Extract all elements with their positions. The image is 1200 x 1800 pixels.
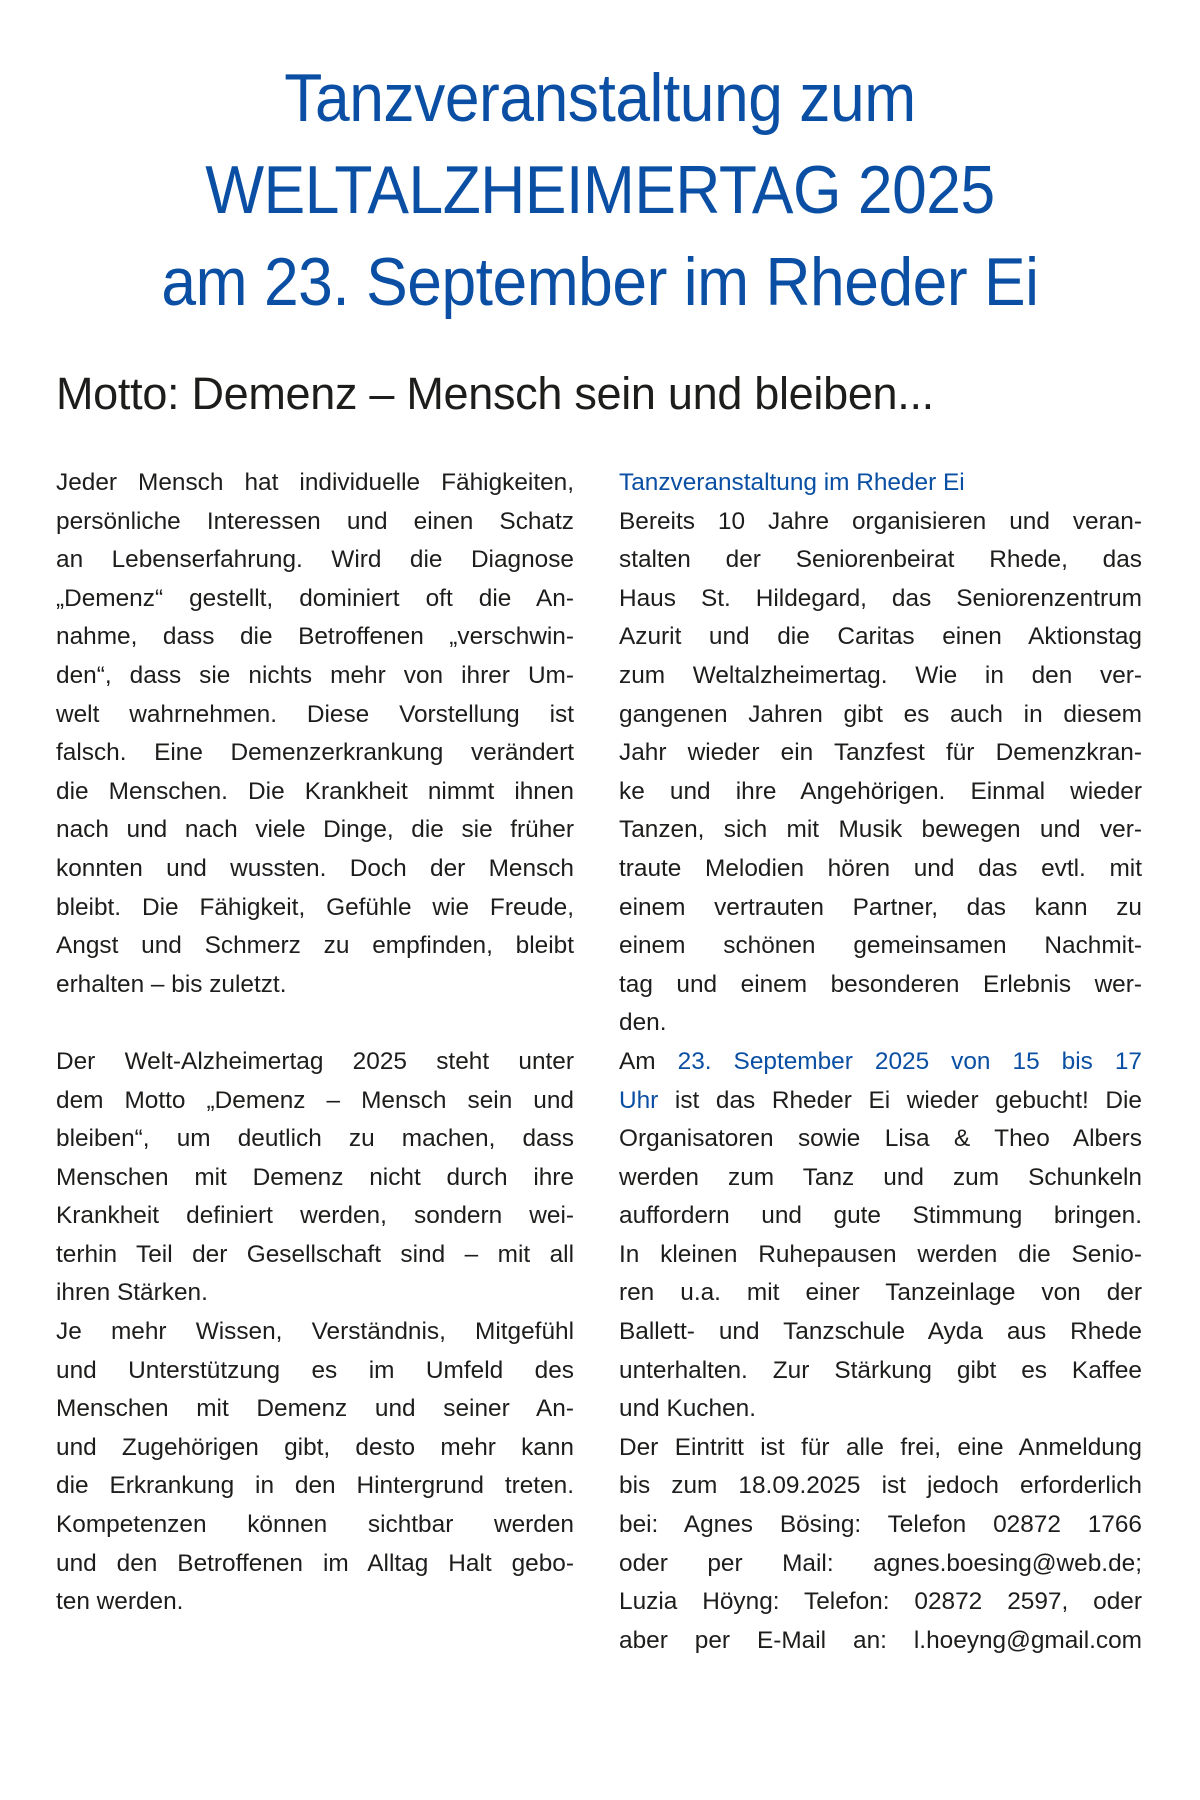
text-line: Angst und Schmerz zu empfinden, bleibt	[56, 932, 574, 960]
text-line: nahme, dass die Betroffenen „verschwin-	[56, 623, 574, 651]
text-line: Der Welt-Alzheimertag 2025 steht unter	[56, 1047, 574, 1075]
text-line	[619, 1043, 1142, 1082]
event-suffix: ist das Rheder Ei wieder gebucht! Die	[674, 1086, 1142, 1114]
text-line: den“, dass sie nichts mehr von ihrer Um-	[56, 661, 574, 689]
text-line: erhalten – bis zuletzt.	[56, 970, 287, 998]
text-line: nach und nach viele Dinge, die sie früher	[56, 816, 574, 844]
left-column	[56, 464, 574, 1622]
text-line: Ballett- und Tanzschule Ayda aus Rhede	[619, 1318, 1142, 1346]
text-line: stalten der Seniorenbeirat Rhede, das	[619, 546, 1142, 574]
text-line: Tanzen, sich mit Musik bewegen und ver-	[619, 816, 1142, 844]
right-paragraph-1	[619, 503, 1142, 1043]
contact-email-luzia: aber per E-Mail an: l.hoeyng@gmail.com	[619, 1626, 1142, 1654]
text-line: Luzia Höyng: Telefon: 02872 2597, oder	[619, 1588, 1142, 1616]
motto-subtitle: Motto: Demenz – Mensch sein und bleiben...	[56, 368, 934, 419]
title-line-2: WELTALZHEIMERTAG 2025	[205, 152, 995, 228]
text-line: bleiben“, um deutlich zu machen, dass	[56, 1125, 574, 1153]
text-line: „Demenz“ gestellt, dominiert oft die An-	[56, 584, 574, 612]
text-line: unterhalten. Zur Stärkung gibt es Kaffee	[619, 1356, 1142, 1384]
text-line: und Zugehörigen gibt, desto mehr kann	[56, 1433, 574, 1461]
text-line: ren u.a. mit einer Tanzeinlage von der	[619, 1279, 1142, 1307]
text-line: persönliche Interessen und einen Schatz	[56, 507, 574, 535]
text-line: falsch. Eine Demenzerkrankung verändert	[56, 739, 574, 767]
text-line: zum Weltalzheimertag. Wie in den ver-	[619, 661, 1142, 689]
title-line-1: Tanzveranstaltung zum	[284, 60, 916, 136]
text-line: konnten und wussten. Doch der Mensch	[56, 854, 574, 882]
paragraph-gap	[56, 1004, 574, 1043]
text-line: bei: Agnes Bösing: Telefon 02872 1766	[619, 1511, 1142, 1539]
page-title	[0, 52, 1200, 328]
text-line: Kompetenzen können sichtbar werden	[56, 1511, 574, 1539]
text-line: und Unterstützung es im Umfeld des	[56, 1356, 574, 1384]
text-line: bis zum 18.09.2025 ist jedoch erforderlich	[619, 1472, 1142, 1500]
text-line: bleibt. Die Fähigkeit, Gefühle wie Freude,	[56, 893, 574, 921]
text-line: auffordern und gute Stimmung bringen.	[619, 1202, 1142, 1230]
text-line: und den Betroffenen im Alltag Halt gebo-	[56, 1549, 574, 1577]
title-line-3: am 23. September im Rheder Ei	[161, 244, 1039, 320]
text-line: Haus St. Hildegard, das Seniorenzentrum	[619, 584, 1142, 612]
event-date-highlight: 23. September 2025 von 15 bis 17	[677, 1047, 1142, 1075]
text-line: Je mehr Wissen, Verständnis, Mitgefühl	[56, 1318, 574, 1346]
text-line: werden zum Tanz und zum Schunkeln	[619, 1163, 1142, 1191]
text-line	[619, 1082, 1142, 1121]
section-heading: Tanzveranstaltung im Rheder Ei	[619, 469, 965, 496]
contact-email-agnes: oder per Mail: agnes.boesing@web.de;	[619, 1549, 1142, 1577]
text-line: In kleinen Ruhepausen werden die Senio-	[619, 1240, 1142, 1268]
text-line: Bereits 10 Jahre organisieren und veran-	[619, 507, 1142, 535]
right-column	[619, 464, 1142, 1660]
text-line: Der Eintritt ist für alle frei, eine Anmeldung	[619, 1433, 1142, 1461]
event-prefix: Am	[619, 1047, 656, 1075]
text-line: Menschen mit Demenz nicht durch ihre	[56, 1163, 574, 1191]
text-line: ihren Stärken.	[56, 1279, 208, 1307]
event-time-highlight: Uhr	[619, 1086, 659, 1114]
text-line: tag und einem besonderen Erlebnis wer-	[619, 970, 1142, 998]
text-line: Menschen mit Demenz und seiner An-	[56, 1395, 574, 1423]
text-line: welt wahrnehmen. Diese Vorstellung ist	[56, 700, 574, 728]
text-line: Organisatoren sowie Lisa & Theo Albers	[619, 1125, 1142, 1153]
text-line: an Lebenserfahrung. Wird die Diagnose	[56, 546, 574, 574]
text-line: den.	[619, 1009, 667, 1037]
event-paragraph	[619, 1043, 1142, 1429]
left-paragraph-2	[56, 1043, 574, 1313]
registration-paragraph	[619, 1429, 1142, 1661]
text-line: Jeder Mensch hat individuelle Fähigkeiten,	[56, 469, 574, 496]
text-line: Krankheit definiert werden, sondern wei-	[56, 1202, 574, 1230]
text-line: die Erkrankung in den Hintergrund treten.	[56, 1472, 574, 1500]
text-line: ten werden.	[56, 1588, 184, 1616]
text-line: Jahr wieder ein Tanzfest für Demenzkran-	[619, 739, 1142, 767]
text-line: einem vertrauten Partner, das kann zu	[619, 893, 1142, 921]
text-line: terhin Teil der Gesellschaft sind – mit all	[56, 1240, 574, 1268]
text-line: einem schönen gemeinsamen Nachmit-	[619, 932, 1142, 960]
left-paragraph-1	[56, 464, 574, 1004]
text-line: ke und ihre Angehörigen. Einmal wieder	[619, 777, 1142, 805]
text-line: dem Motto „Demenz – Mensch sein und	[56, 1086, 574, 1114]
text-line: gangenen Jahren gibt es auch in diesem	[619, 700, 1142, 728]
text-line: Azurit und die Caritas einen Aktionstag	[619, 623, 1142, 651]
text-line: und Kuchen.	[619, 1395, 756, 1423]
text-line: traute Melodien hören und das evtl. mit	[619, 854, 1142, 882]
text-line: die Menschen. Die Krankheit nimmt ihnen	[56, 777, 574, 805]
left-paragraph-3	[56, 1313, 574, 1622]
